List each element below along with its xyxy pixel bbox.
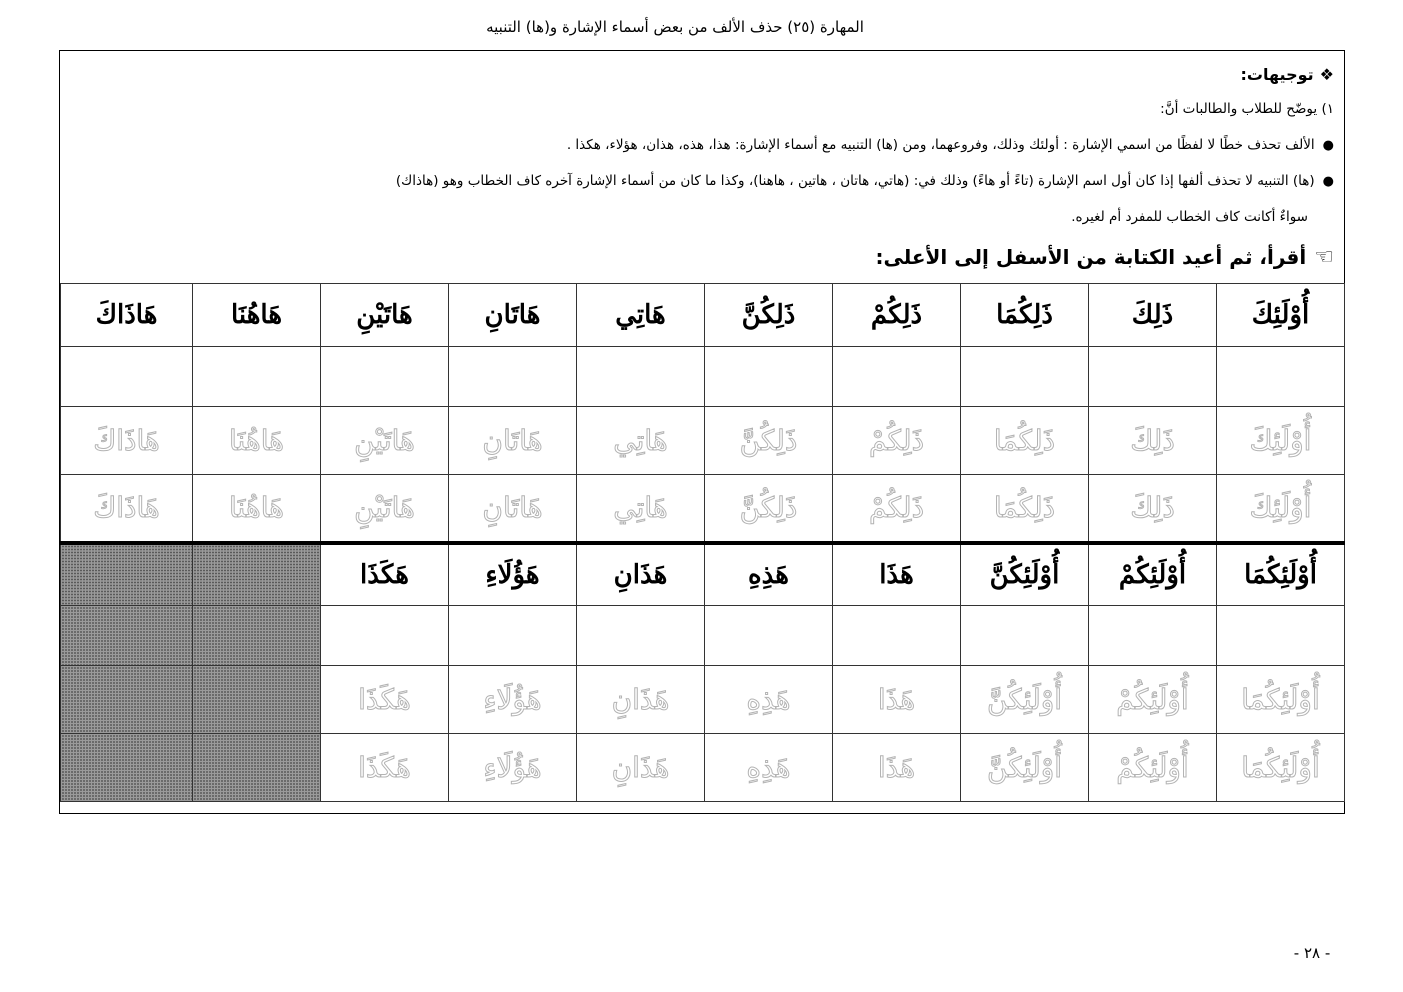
bullet-dot-icon: ● <box>1322 174 1334 189</box>
trace-word-cell[interactable]: ذَلِكَ <box>1089 475 1217 543</box>
writing-practice-table <box>60 283 1345 802</box>
word-cell: أُوْلَئِكُمْ <box>1089 543 1217 606</box>
shaded-empty-cell <box>193 606 321 666</box>
blank-writing-cell[interactable] <box>577 606 705 666</box>
trace-word-cell[interactable]: هَذَا <box>833 666 961 734</box>
trace-word-cell[interactable]: أُوْلَئِكُمْ <box>1089 734 1217 802</box>
blank-writing-cell[interactable] <box>1089 606 1217 666</box>
word-cell: هَذَانِ <box>577 543 705 606</box>
exercise-instruction <box>70 237 1334 277</box>
blank-writing-cell[interactable] <box>321 606 449 666</box>
word-cell: أُوْلَئِكُمَا <box>1217 543 1345 606</box>
trace-word-cell[interactable]: أُوْلَئِكُنَّ <box>961 734 1089 802</box>
shaded-empty-cell <box>61 666 193 734</box>
blank-writing-cell[interactable] <box>833 606 961 666</box>
trace-word-cell[interactable]: هَذَانِ <box>577 734 705 802</box>
word-cell: هَاتَانِ <box>449 284 577 347</box>
shaded-empty-cell <box>61 543 193 606</box>
trace-word-cell[interactable]: هَاذَاكَ <box>61 407 193 475</box>
blank-writing-cell[interactable] <box>193 347 321 407</box>
trace-word-cell[interactable]: ذَلِكُمَا <box>961 407 1089 475</box>
section-1-trace-row-2 <box>61 475 1345 543</box>
section-2-trace-row-2 <box>61 734 1345 802</box>
blank-writing-cell[interactable] <box>449 606 577 666</box>
directions-heading-text: توجيهات: <box>1240 65 1314 84</box>
bullet-2-text: (ها) التنبيه لا تحذف ألفها إذا كان أول اسم الإشارة (تاءً أو هاءً) وذلك في: (هاتي، هاتان ، هاتين ، هاهنا)، وكذا ما كان من أسماء الإشارة آخره كاف الخطاب وهو (هاذاك) <box>395 173 1315 189</box>
word-cell: هَاتِي <box>577 284 705 347</box>
blank-writing-cell[interactable] <box>1217 606 1345 666</box>
directions-bullet-2 <box>70 163 1334 199</box>
blank-writing-cell[interactable] <box>1217 347 1345 407</box>
section-1-blank-writing-row <box>61 347 1345 407</box>
shaded-empty-cell <box>61 606 193 666</box>
trace-word-cell[interactable]: هَاتِي <box>577 407 705 475</box>
trace-word-cell[interactable]: أُوْلَئِكُمْ <box>1089 666 1217 734</box>
shaded-empty-cell <box>193 734 321 802</box>
page-title: المهارة (٢٥) حذف الألف من بعض أسماء الإشارة و(ها) التنبيه <box>486 18 864 36</box>
blank-writing-cell[interactable] <box>705 347 833 407</box>
directions-intro: ١) يوضّح للطلاب والطالبات أنَّ: <box>1160 101 1334 117</box>
word-cell: هَذِهِ <box>705 543 833 606</box>
blank-writing-cell[interactable] <box>321 347 449 407</box>
bullet-1-text: الألف تحذف خطًا لا لفظًا من اسمي الإشارة : أولئك وذلك، وفروعهما، ومن (ها) التنبيه مع أسماء الإشارة: هذا، هذه، هذان، هؤلاء، هكذا . <box>566 137 1315 153</box>
blank-writing-cell[interactable] <box>705 606 833 666</box>
trace-word-cell[interactable]: هَؤُلَاءِ <box>449 666 577 734</box>
trace-word-cell[interactable]: أُوْلَئِكُنَّ <box>961 666 1089 734</box>
section-2-blank-writing-row <box>61 606 1345 666</box>
blank-writing-cell[interactable] <box>961 606 1089 666</box>
directions-bullet-1 <box>70 127 1334 163</box>
word-cell: هَكَذَا <box>321 543 449 606</box>
trace-word-cell[interactable]: هَكَذَا <box>321 666 449 734</box>
trace-word-cell[interactable]: هَاتَانِ <box>449 407 577 475</box>
word-cell: هَؤُلَاءِ <box>449 543 577 606</box>
shaded-empty-cell <box>193 543 321 606</box>
section-1-word-row <box>61 284 1345 347</box>
trace-word-cell[interactable]: ذَلِكُمْ <box>833 475 961 543</box>
blank-writing-cell[interactable] <box>577 347 705 407</box>
trace-word-cell[interactable]: أُوْلَئِكَ <box>1217 475 1345 543</box>
word-cell: ذَلِكُمَا <box>961 284 1089 347</box>
blank-writing-cell[interactable] <box>449 347 577 407</box>
section-2-trace-row-1 <box>61 666 1345 734</box>
directions-bullet-2-continued: سواءٌ أكانت كاف الخطاب للمفرد أم لغيره. <box>1071 209 1308 225</box>
trace-word-cell[interactable]: هَذِهِ <box>705 666 833 734</box>
trace-word-cell[interactable]: هَاهُنَا <box>193 407 321 475</box>
trace-word-cell[interactable]: هَاذَاكَ <box>61 475 193 543</box>
page-number: - ٢٨ - <box>1293 944 1331 962</box>
word-cell: هَاتَيْنِ <box>321 284 449 347</box>
directions-section <box>60 51 1344 283</box>
shaded-empty-cell <box>61 734 193 802</box>
trace-word-cell[interactable]: هَذِهِ <box>705 734 833 802</box>
blank-writing-cell[interactable] <box>961 347 1089 407</box>
word-cell: أُوْلَئِكَ <box>1217 284 1345 347</box>
trace-word-cell[interactable]: أُوْلَئِكُمَا <box>1217 666 1345 734</box>
worksheet-frame <box>59 50 1345 814</box>
trace-word-cell[interactable]: هَاهُنَا <box>193 475 321 543</box>
shaded-empty-cell <box>193 666 321 734</box>
diamond-bullet-icon: ❖ <box>1319 65 1334 84</box>
trace-word-cell[interactable]: هَاتَيْنِ <box>321 407 449 475</box>
trace-word-cell[interactable]: ذَلِكُنَّ <box>705 407 833 475</box>
word-cell: هَاهُنَا <box>193 284 321 347</box>
trace-word-cell[interactable]: هَكَذَا <box>321 734 449 802</box>
trace-word-cell[interactable]: هَاتِي <box>577 475 705 543</box>
trace-word-cell[interactable]: هَاتَانِ <box>449 475 577 543</box>
section-1-trace-row-1 <box>61 407 1345 475</box>
directions-heading <box>70 59 1334 91</box>
bullet-dot-icon: ● <box>1322 138 1334 153</box>
trace-word-cell[interactable]: أُوْلَئِكُمَا <box>1217 734 1345 802</box>
word-cell: هَاذَاكَ <box>61 284 193 347</box>
trace-word-cell[interactable]: أُوْلَئِكَ <box>1217 407 1345 475</box>
trace-word-cell[interactable]: ذَلِكُمَا <box>961 475 1089 543</box>
trace-word-cell[interactable]: هَاتَيْنِ <box>321 475 449 543</box>
word-cell: ذَلِكُنَّ <box>705 284 833 347</box>
word-cell: هَذَا <box>833 543 961 606</box>
trace-word-cell[interactable]: ذَلِكُمْ <box>833 407 961 475</box>
blank-writing-cell[interactable] <box>61 347 193 407</box>
word-cell: ذَلِكَ <box>1089 284 1217 347</box>
blank-writing-cell[interactable] <box>833 347 961 407</box>
word-cell: أُوْلَئِكُنَّ <box>961 543 1089 606</box>
word-cell: ذَلِكُمْ <box>833 284 961 347</box>
trace-word-cell[interactable]: هَؤُلَاءِ <box>449 734 577 802</box>
trace-word-cell[interactable]: ذَلِكَ <box>1089 407 1217 475</box>
trace-word-cell[interactable]: هَذَانِ <box>577 666 705 734</box>
instruction-text: أقرأ، ثم أعيد الكتابة من الأسفل إلى الأعلى: <box>875 245 1307 269</box>
section-2-word-row <box>61 543 1345 606</box>
pointing-hand-icon: ☜ <box>1314 245 1334 270</box>
trace-word-cell[interactable]: ذَلِكُنَّ <box>705 475 833 543</box>
trace-word-cell[interactable]: هَذَا <box>833 734 961 802</box>
blank-writing-cell[interactable] <box>1089 347 1217 407</box>
